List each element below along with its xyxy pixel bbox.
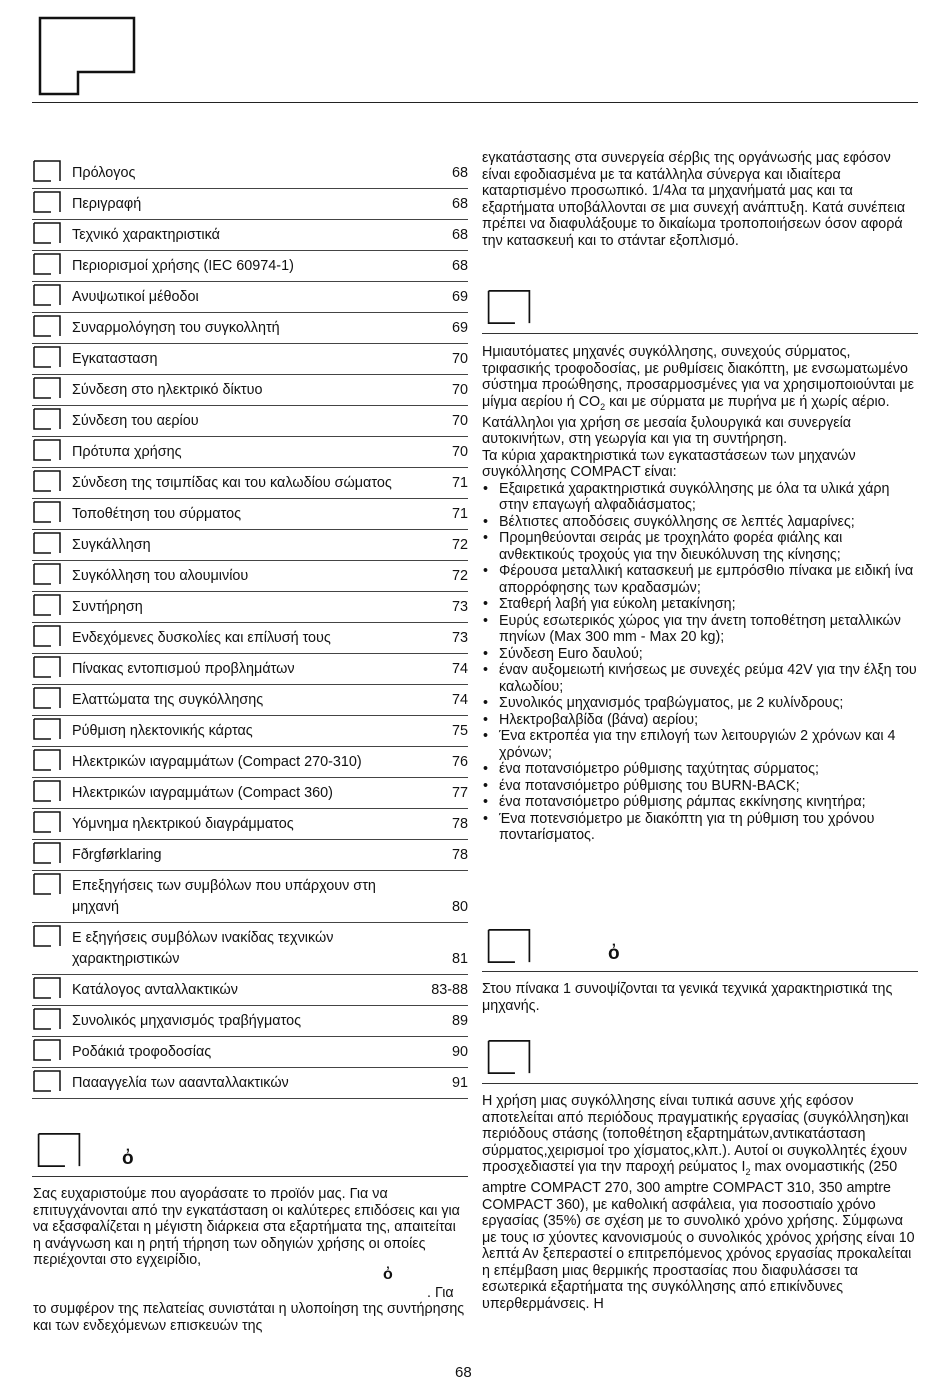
prologue-text	[33, 1186, 467, 1269]
toc-entry[interactable]	[32, 406, 468, 437]
prologue-inline-mark: ὀ	[383, 1266, 393, 1283]
feature-list-item: • Ευρύς εσωτερικός χώρος για την άνετη τοποθέτηση μεταλλικών πηνίων (Max 300 mm - Max 20 kg);	[482, 613, 918, 646]
toc-entry-page: 74	[451, 661, 468, 677]
feature-list-item: • Ένα εκτροπέα για την επιλογή των λειτουργιών 2 χρόνων και 4 χρόνων;	[482, 728, 918, 761]
feature-list-item: • Συνολικός μηχανισμός τραβώγματος, με 2 κυλίνδρους;	[482, 695, 918, 712]
toc-section-icon	[33, 315, 61, 337]
feature-list-item: • Σύνδεση Euro δαυλού;	[482, 646, 918, 663]
toc-entry-title: Ενδεχόμενες δυσκολίες και επίλυσή τους	[72, 630, 331, 646]
toc-entry-page: 70	[451, 351, 468, 367]
feature-list-item: • Βέλτιστες αποδόσεις συγκόλλησης σε λεπτές λαμαρίνες;	[482, 514, 918, 531]
header-rule	[32, 102, 918, 103]
toc-entry[interactable]	[32, 654, 468, 685]
description-text-part1: Ημιαυτόματες μηχανές συγκόλλησης, συνεχούς σύρματος, τριφασικής τροφοδοσίας, με ρυθμίσεις διακόπτη, με ενσωματωμένο σύστημα προώθησης, προσαρμοσμένες για να χρησιμοποιούνται με μίγμα αερίου ή CO	[482, 344, 915, 410]
toc-entry[interactable]	[32, 809, 468, 840]
toc-section-icon	[33, 925, 61, 947]
toc-entry[interactable]	[32, 220, 468, 251]
table-of-contents	[32, 158, 468, 1099]
toc-entry-title: Ηλεκτρικών ιαγραμμάτων (Compact 270-310)	[72, 754, 362, 770]
toc-entry-title: Fðrgførklaring	[72, 847, 162, 863]
toc-section-icon	[33, 532, 61, 554]
toc-entry-title: Τοποθέτηση του σύρματος	[72, 506, 242, 522]
toc-entry[interactable]	[32, 561, 468, 592]
feature-list-item: • Φέρουσα μεταλλική κατασκευή με εμπρόσθιο πίνακα με ειδική ίνα απορρόφησης των κραδασμών;	[482, 563, 918, 596]
toc-entry[interactable]	[32, 716, 468, 747]
description-body	[482, 344, 918, 844]
feature-list-item: • ένα ποτανσιόμετρο ρύθμισης ράμπας εκκίνησης κινητήρα;	[482, 794, 918, 811]
toc-entry-title: Πρόλογος	[72, 165, 136, 181]
toc-entry[interactable]	[32, 840, 468, 871]
toc-section-icon	[33, 625, 61, 647]
toc-entry[interactable]	[32, 375, 468, 406]
toc-section-icon	[33, 1008, 61, 1030]
toc-entry-title: Πίνακας εντοπισμού προβλημάτων	[72, 661, 295, 677]
feature-list-item: • ένα ποτανσιόμετρο ρύθμισης ταχύτητας σύρματος;	[482, 761, 918, 778]
toc-entry-page: 74	[451, 692, 468, 708]
toc-entry-page: 75	[451, 723, 468, 739]
intro-continuation: εγκατάστασης στα συνεργεία σέρβις της οργάνωσής μας εφόσον είναι εφοδιασμένα με τα κατάλληλα σύνεργα και ιδιαίτερα καταρτισμένο προσωπικό. 1/4λα τα μηχανήματά μας και τα εξαρτήματα υποβάλλονται σε μια συνεχή ανάπτυξη. Κατά συνέπεια πρέπει να διαφυλάξουμε το δικαίωμα τροποποιήσεων όσον αφορά την κατασκευή και το στάντar εξοπλισμό.	[482, 150, 906, 249]
section-technical-icon	[484, 929, 534, 963]
section-description-icon	[484, 290, 534, 324]
limits-rule	[482, 1083, 918, 1084]
toc-entry[interactable]	[32, 499, 468, 530]
toc-entry-page: 68	[451, 165, 468, 181]
toc-section-icon	[33, 253, 61, 275]
feature-list-item: • Εξαιρετικά χαρακτηριστικά συγκόλλησης με όλα τα υλικά χάρη στην επαγωγή αλφαδιάσματος;	[482, 481, 918, 514]
prologue-main: Σας ευχαριστούμε που αγοράσατε το προϊόν μας. Για να επιτυγχάνονται από την εγκατάσταση οι καλύτερες επιδόσεις και για να εξασφαλίζεται η μέγιστη διάρκεια στα εξαρτήματα της, απαιτείται η ανάγνωση και η ρητή τήρηση των οδηγιών χρήσης οι οποίες περιέχονται στο εγχειρίδιο,	[33, 1186, 460, 1268]
feature-list-item: • έναν αυξομειωτή κινήσεως με συνεχές ρεύμα 42V για την έλξη του καλωδίου;	[482, 662, 918, 695]
toc-entry[interactable]	[32, 923, 468, 975]
toc-section-icon	[33, 873, 61, 895]
toc-section-icon	[33, 408, 61, 430]
description-rule	[482, 333, 918, 334]
toc-section-icon	[33, 501, 61, 523]
section-prologue-icon	[34, 1133, 84, 1167]
toc-entry-page: 77	[451, 785, 468, 801]
toc-entry-page: 71	[451, 475, 468, 491]
toc-entry-title: Ηλεκτρικών ιαγραμμάτων (Compact 360)	[72, 785, 333, 801]
toc-entry-page: 80	[451, 899, 468, 915]
toc-entry[interactable]	[32, 344, 468, 375]
toc-entry-title: Ελαττώματα της συγκόλλησης	[72, 692, 264, 708]
toc-section-icon	[33, 842, 61, 864]
toc-section-icon	[33, 780, 61, 802]
toc-entry-title: Συναρμολόγηση του συγκολλητή	[72, 320, 280, 336]
toc-entry-title: Ε εξηγήσεις συμβόλων ινακίδας τεχνικών χαρακτηριστικών	[72, 930, 334, 967]
toc-entry-title: Συγκάλληση	[72, 537, 151, 553]
toc-entry[interactable]	[32, 251, 468, 282]
toc-entry-title: Σύνδεση της τσιμπίδας και του καλωδίου σώματος	[72, 475, 392, 491]
feature-list-item: • Προμηθεύονται σειράς με τροχηλάτο φορέα φιάλης και ανθεκτικούς τροχούς για την διευκόλυνση της κίνησης;	[482, 530, 918, 563]
toc-entry-title: Κατάλογος ανταλλακτικών	[72, 982, 238, 998]
toc-entry-page: 81	[451, 951, 468, 967]
toc-entry[interactable]	[32, 468, 468, 499]
toc-entry[interactable]	[32, 313, 468, 344]
toc-entry-title: Εγκατασταση	[72, 351, 158, 367]
toc-entry[interactable]	[32, 1006, 468, 1037]
toc-entry-title: Τεχνικό χαρακτηριστικά	[72, 227, 220, 243]
technical-rule	[482, 971, 918, 972]
toc-section-icon	[33, 811, 61, 833]
toc-section-icon	[33, 346, 61, 368]
description-paragraph	[482, 344, 918, 448]
toc-entry-title: Πρότυπα χρήσης	[72, 444, 182, 460]
toc-entry-page: 90	[451, 1044, 468, 1060]
toc-entry-page: 73	[451, 599, 468, 615]
toc-section-icon	[33, 284, 61, 306]
toc-entry-title: Ρύθμιση ηλεκτονικής κάρτας	[72, 723, 253, 739]
features-intro: Τα κύρια χαρακτηριστικά των εγκαταστάσεων των μηχανών συγκόλλησης COMPACT είναι:	[482, 447, 856, 481]
toc-entry[interactable]	[32, 282, 468, 313]
toc-entry-page: 70	[451, 413, 468, 429]
toc-entry[interactable]	[32, 1068, 468, 1099]
toc-entry[interactable]	[32, 975, 468, 1006]
toc-entry-page: 78	[451, 847, 468, 863]
toc-section-icon	[33, 749, 61, 771]
toc-entry[interactable]	[32, 871, 468, 923]
toc-entry[interactable]	[32, 530, 468, 561]
toc-section-icon	[33, 222, 61, 244]
limits-text-part1: Η χρήση μιας συγκόλλησης είναι τυπικά ασυνε χής εφόσον αποτελείται από περιόδους πραγματικής εργασίας (συγκόλληση)και περιόδους στάσης (τοποθέτηση εξαρτημάτων,αντικατάσταση σύρματος,χειρισμοί τρο χίσματος,κλπ.). Αυτοί οι συγκολλητές έχουν προσχεδιαστεί για την παροχή ρεύματος I	[482, 1093, 909, 1175]
toc-entry-title: Περιγραφή	[72, 196, 142, 212]
technical-heading-mark: ὀ	[608, 943, 620, 964]
current-subscript: 2	[745, 1166, 751, 1177]
toc-entry-page: 68	[451, 258, 468, 274]
toc-section-icon	[33, 656, 61, 678]
toc-entry-title: Ανυψωτικοί μέθοδοι	[72, 289, 199, 305]
toc-entry-page: 68	[451, 196, 468, 212]
prologue-heading-mark: ὀ	[122, 1148, 134, 1169]
toc-section-icon	[33, 191, 61, 213]
toc-entry-page: 78	[451, 816, 468, 832]
toc-entry[interactable]	[32, 592, 468, 623]
feature-list-item: • Σταθερή λαβή για εύκολη μετακίνηση;	[482, 596, 918, 613]
feature-list-item: • Ηλεκτροβαλβίδα (βάνα) αερίου;	[482, 712, 918, 729]
feature-list-item: • ένα ποτανσιόμετρο ρύθμισης του BURN-BACK;	[482, 778, 918, 795]
toc-entry[interactable]	[32, 437, 468, 468]
section-limits-icon	[484, 1040, 534, 1074]
chapter-mark-icon	[38, 16, 136, 96]
toc-entry-title: Ροδάκιά τροφοδοσίας	[72, 1044, 212, 1060]
toc-entry[interactable]	[32, 685, 468, 716]
toc-entry[interactable]	[32, 158, 468, 189]
prologue-tail-start: . Για	[427, 1285, 454, 1301]
toc-entry-page: 72	[451, 537, 468, 553]
page-number: 68	[455, 1364, 472, 1381]
toc-entry-page: 72	[451, 568, 468, 584]
toc-entry-title: Παααγγελία των ααανταλλακτικών	[72, 1075, 289, 1091]
toc-entry-page: 70	[451, 444, 468, 460]
toc-entry-page: 76	[451, 754, 468, 770]
feature-list	[482, 481, 918, 844]
prologue-tail: το συμφέρον της πελατείας συνιστάται η υλοποίηση της συντήρησης και των ενδεχόμενων επισκευών της	[33, 1301, 465, 1334]
toc-entry-page: 73	[451, 630, 468, 646]
toc-entry-title: Σύνδεση στο ηλεκτρικό δίκτυο	[72, 382, 263, 398]
toc-entry-title: Υόμνημα ηλεκτρικού διαγράμματος	[72, 816, 294, 832]
toc-section-icon	[33, 1070, 61, 1092]
toc-entry-title: Συντήρηση	[72, 599, 143, 615]
prologue-rule	[32, 1176, 468, 1177]
toc-section-icon	[33, 439, 61, 461]
description-text-part2: και με σύρματα με πυρήνα με ή χωρίς αέριο. Κατάλληλοι για χρήση σε μεσαία ξυλουργικά και συνεργεία αυτοκινήτων, στη γεωργία και για τη συντήρηση.	[482, 393, 890, 448]
toc-entry[interactable]	[32, 189, 468, 220]
toc-entry-page: 71	[451, 506, 468, 522]
co2-subscript: 2	[600, 401, 606, 412]
toc-entry-page: 68	[451, 227, 468, 243]
toc-entry-title: Περιορισμοί χρήσης (IEC 60974-1)	[72, 258, 294, 274]
toc-entry-title: Επεξηγήσεις των συμβόλων που υπάρχουν στη μηχανή	[72, 878, 376, 915]
feature-list-item: • Ένα ποτενσιόμετρο με διακόπτη για τη ρύθμιση του χρόνου ποντarίσματος.	[482, 811, 918, 844]
toc-entry-title: Σύνδεση του αερίου	[72, 413, 199, 429]
technical-text: Στου πίνακα 1 συνοψίζονται τα γενικά τεχνικά χαρακτηριστικά της μηχανής.	[482, 981, 893, 1014]
toc-entry[interactable]	[32, 1037, 468, 1068]
toc-section-icon	[33, 718, 61, 740]
toc-section-icon	[33, 563, 61, 585]
toc-section-icon	[33, 160, 61, 182]
toc-entry-title: Συνολικός μηχανισμός τραβήγματος	[72, 1013, 302, 1029]
toc-entry-page: 70	[451, 382, 468, 398]
toc-section-icon	[33, 977, 61, 999]
toc-section-icon	[33, 594, 61, 616]
toc-entry-page: 83-88	[431, 982, 468, 998]
toc-entry-page: 89	[451, 1013, 468, 1029]
toc-entry[interactable]	[32, 778, 468, 809]
limits-text	[482, 1093, 918, 1312]
toc-entry[interactable]	[32, 623, 468, 654]
toc-entry-page: 69	[451, 289, 468, 305]
limits-text-part2: max ονομαστικής (250 amptre COMPACT 270, 300 amptre COMPACT 310, 350 amptre COMPACT 360), με καθολική ασφάλεια, για ποσοστιαίο χρόνο εργασίας (35%) σε σχέση με το συνολικό χρόνο χρήσης. Σύμφωνα με τους ισ χύοντες κανονισμούς ο συνολικός χρόνος χρήσης είναι 10 λεπτά Αν ξεπεραστεί ο επιτρεπόμενος χρόνος εργασίας προκαλείται η επέμβαση μιας θερμικής προστασίας που διαφυλάσσει τα εσωτερικά εξαρτήματα της συγκόλλησης από επικίνδυνες υπερθερμάνσεις. Η	[482, 1159, 915, 1312]
toc-entry-page: 91	[451, 1075, 468, 1091]
toc-section-icon	[33, 687, 61, 709]
toc-section-icon	[33, 470, 61, 492]
toc-entry[interactable]	[32, 747, 468, 778]
toc-section-icon	[33, 1039, 61, 1061]
toc-section-icon	[33, 377, 61, 399]
toc-entry-title: Συγκόλληση του αλουμινίου	[72, 568, 249, 584]
toc-entry-page: 69	[451, 320, 468, 336]
